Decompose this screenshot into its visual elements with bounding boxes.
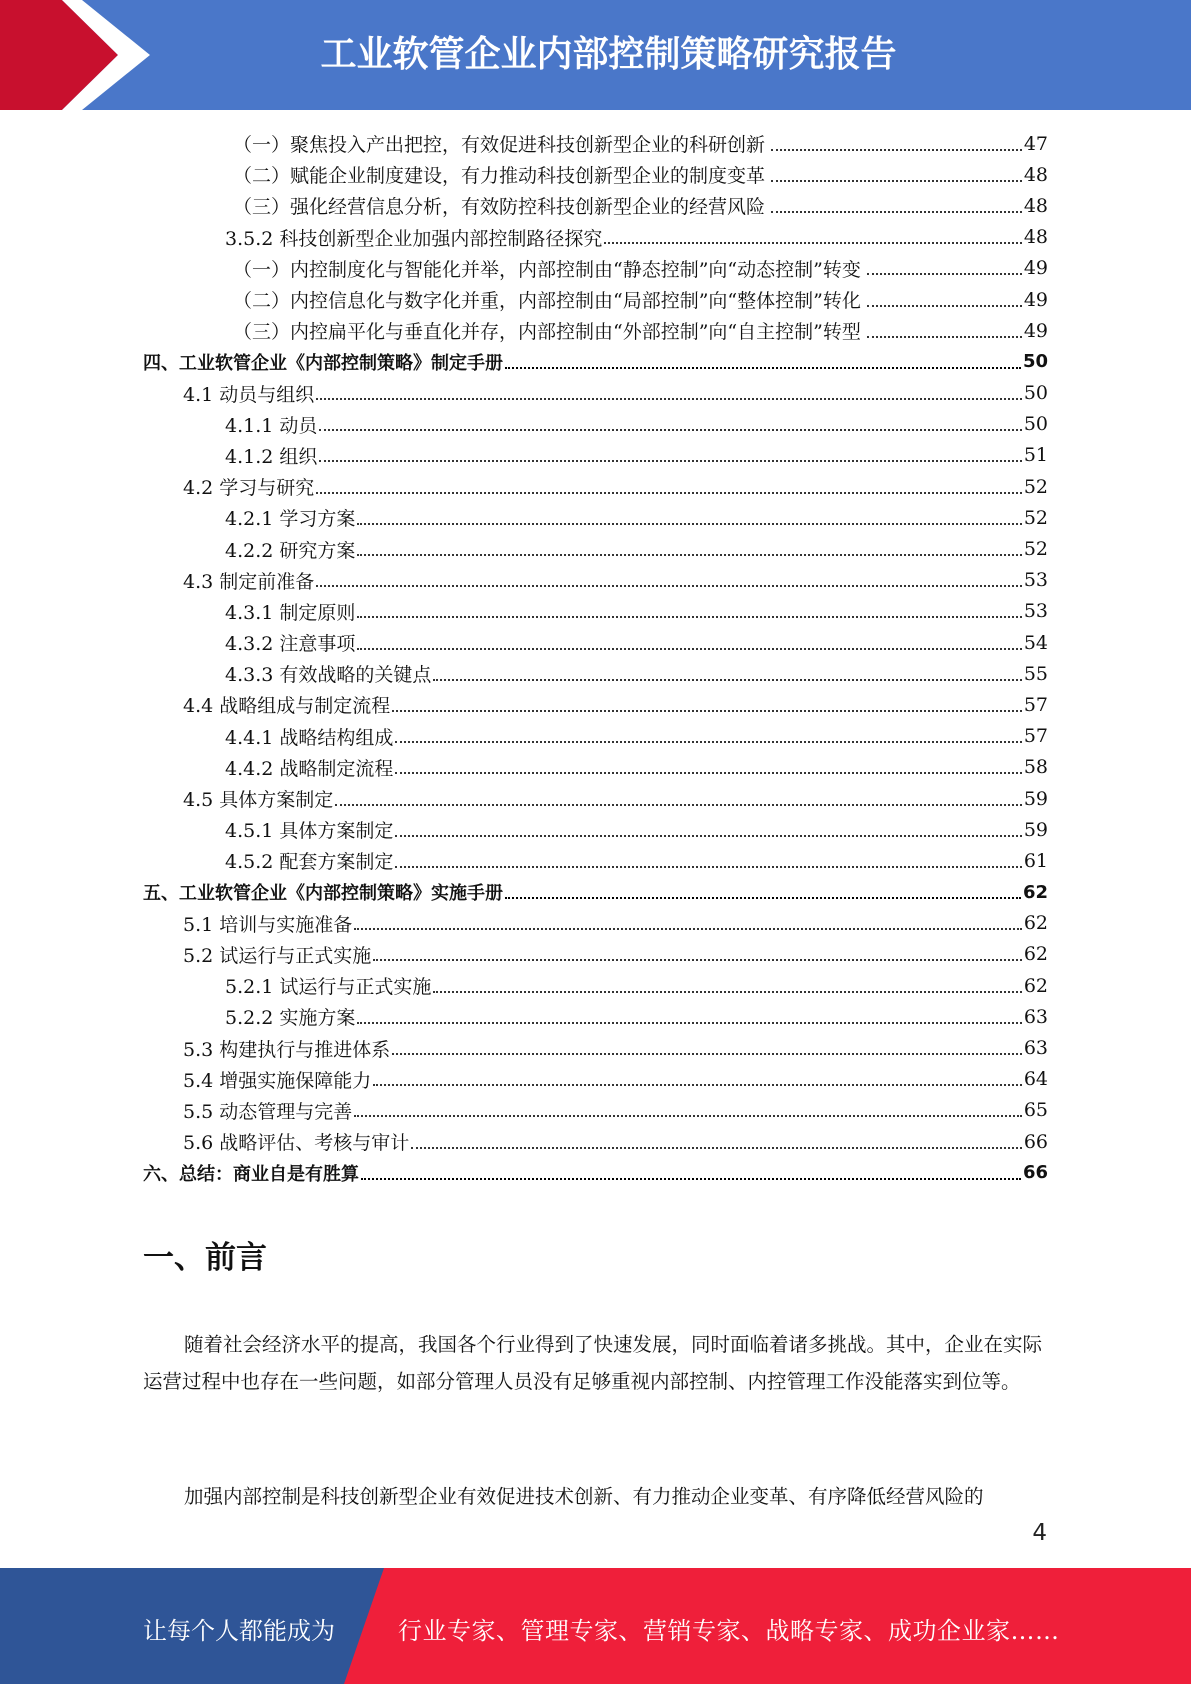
toc-entry-title: 4.4.1 战略结构组成 <box>225 726 394 749</box>
toc-dot-leader <box>411 1147 1022 1149</box>
toc-entry-title: 5.1 培训与实施准备 <box>183 913 353 936</box>
toc-entry[interactable] <box>143 128 1048 159</box>
page-footer <box>0 1568 1191 1684</box>
toc-entry-title: （一）内控制度化与智能化并举，内部控制由“静态控制”向“动态控制”转变 <box>233 258 861 281</box>
toc-entry[interactable] <box>143 783 1048 814</box>
toc-dot-leader <box>395 772 1021 774</box>
toc-entry[interactable] <box>143 253 1048 284</box>
toc-entry[interactable] <box>143 1064 1048 1095</box>
toc-dot-leader <box>867 305 1022 307</box>
toc-entry-page: 63 <box>1023 1037 1048 1060</box>
toc-entry[interactable] <box>143 752 1048 783</box>
toc-entry-title: 4.1 动员与组织 <box>183 383 315 406</box>
toc-entry-title: 4.2.1 学习方案 <box>225 508 356 531</box>
toc-entry-title: （二）内控信息化与数字化并重，内部控制由“局部控制”向“整体控制”转化 <box>233 290 861 313</box>
toc-dot-leader <box>392 710 1022 712</box>
toc-entry-page: 65 <box>1023 1099 1048 1122</box>
toc-dot-leader <box>505 367 1021 369</box>
toc-entry[interactable] <box>143 284 1048 315</box>
toc-dot-leader <box>335 804 1022 806</box>
toc-dot-leader <box>316 492 1022 494</box>
toc-entry-title: 五、工业软管企业《内部控制策略》实施手册 <box>143 883 503 905</box>
toc-entry[interactable] <box>143 596 1048 627</box>
toc-dot-leader <box>433 991 1021 993</box>
toc-dot-leader <box>771 211 1022 213</box>
toc-entry-page: 62 <box>1023 912 1048 935</box>
toc-entry-page: 58 <box>1023 756 1048 779</box>
toc-entry-title: 5.3 构建执行与推进体系 <box>183 1038 391 1061</box>
toc-entry[interactable] <box>143 877 1048 908</box>
toc-entry[interactable] <box>143 378 1048 409</box>
toc-entry-page: 57 <box>1023 725 1048 748</box>
toc-entry-title: 4.3.1 制定原则 <box>225 601 356 624</box>
toc-entry-page: 59 <box>1023 818 1048 841</box>
toc-entry-title: 4.5.2 配套方案制定 <box>225 851 394 874</box>
toc-entry-page: 49 <box>1023 257 1048 280</box>
toc-entry-title: 四、工业软管企业《内部控制策略》制定手册 <box>143 352 503 374</box>
toc-entry-title: 5.5 动态管理与完善 <box>183 1100 353 1123</box>
toc-entry[interactable] <box>143 939 1048 970</box>
toc-entry[interactable] <box>143 565 1048 596</box>
toc-entry[interactable] <box>143 970 1048 1001</box>
toc-entry[interactable] <box>143 908 1048 939</box>
toc-entry[interactable] <box>143 533 1048 564</box>
toc-entry-page: 50 <box>1023 382 1048 405</box>
page-number: 4 <box>1032 1520 1047 1546</box>
toc-entry-title: 4.4.2 战略制定流程 <box>225 757 394 780</box>
toc-dot-leader <box>357 616 1021 618</box>
toc-entry[interactable] <box>143 471 1048 502</box>
toc-dot-leader <box>316 398 1022 400</box>
toc-entry-title: 4.4 战略组成与制定流程 <box>183 695 391 718</box>
toc-entry-title: 5.2 试运行与正式实施 <box>183 944 372 967</box>
toc-dot-leader <box>357 648 1021 650</box>
toc-dot-leader <box>867 273 1022 275</box>
toc-entry[interactable] <box>143 1126 1048 1157</box>
toc-entry-page: 49 <box>1023 288 1048 311</box>
toc-entry-page: 50 <box>1022 351 1048 373</box>
toc-entry-page: 54 <box>1023 631 1048 654</box>
table-of-contents <box>143 128 1048 1188</box>
toc-dot-leader <box>604 242 1021 244</box>
toc-entry-page: 62 <box>1023 974 1048 997</box>
toc-entry-title: （三）内控扁平化与垂直化并存，内部控制由“外部控制”向“自主控制”转型 <box>233 321 861 344</box>
toc-entry[interactable] <box>143 346 1048 377</box>
toc-entry[interactable] <box>143 658 1048 689</box>
toc-entry-page: 50 <box>1023 413 1048 436</box>
toc-entry-page: 52 <box>1023 475 1048 498</box>
toc-entry-title: 4.3 制定前准备 <box>183 570 315 593</box>
toc-dot-leader <box>392 1053 1022 1055</box>
toc-entry-page: 66 <box>1023 1130 1048 1153</box>
toc-entry-page: 63 <box>1023 1005 1048 1028</box>
toc-entry[interactable] <box>143 190 1048 221</box>
toc-dot-leader <box>357 523 1021 525</box>
toc-dot-leader <box>357 554 1021 556</box>
toc-entry-title: 4.1.2 组织 <box>225 445 318 468</box>
toc-dot-leader <box>373 959 1022 961</box>
toc-dot-leader <box>395 741 1021 743</box>
toc-entry-page: 52 <box>1023 538 1048 561</box>
toc-entry-title: 4.2 学习与研究 <box>183 477 315 500</box>
toc-entry-page: 59 <box>1023 787 1048 810</box>
toc-entry[interactable] <box>143 222 1048 253</box>
footer-slogan-right: 行业专家、管理专家、营销专家、战略专家、成功企业家…… <box>398 1617 1060 1645</box>
toc-entry-title: 4.5 具体方案制定 <box>183 789 334 812</box>
toc-entry[interactable] <box>143 409 1048 440</box>
toc-entry[interactable] <box>143 1032 1048 1063</box>
document-title: 工业软管企业内部控制策略研究报告 <box>320 34 897 75</box>
toc-dot-leader <box>361 1178 1021 1180</box>
toc-entry-title: （一）聚焦投入产出把控，有效促进科技创新型企业的科研创新 <box>233 134 766 157</box>
toc-entry-title: 5.2.1 试运行与正式实施 <box>225 976 432 999</box>
body-paragraph: 加强内部控制是科技创新型企业有效促进技术创新、有力推动企业变革、有序降低经营风险的 <box>184 1485 984 1508</box>
toc-entry-title: 5.6 战略评估、考核与审计 <box>183 1132 410 1155</box>
toc-entry-page: 61 <box>1023 849 1048 872</box>
toc-entry-page: 51 <box>1023 444 1048 467</box>
toc-entry[interactable] <box>143 1001 1048 1032</box>
toc-entry[interactable] <box>143 1095 1048 1126</box>
toc-entry-page: 62 <box>1023 943 1048 966</box>
toc-entry-title: 4.5.1 具体方案制定 <box>225 820 394 843</box>
toc-entry[interactable] <box>143 502 1048 533</box>
toc-entry[interactable] <box>143 315 1048 346</box>
toc-entry-page: 55 <box>1023 662 1048 685</box>
toc-dot-leader <box>395 866 1021 868</box>
toc-entry[interactable] <box>143 689 1048 720</box>
toc-entry-page: 48 <box>1023 194 1048 217</box>
section-title: 一、前言 <box>143 1240 267 1276</box>
toc-entry-page: 64 <box>1023 1068 1048 1091</box>
toc-dot-leader <box>354 928 1022 930</box>
toc-entry-page: 53 <box>1023 569 1048 592</box>
toc-entry-page: 52 <box>1023 506 1048 529</box>
toc-entry[interactable] <box>143 1157 1048 1188</box>
toc-entry-title: 5.2.2 实施方案 <box>225 1007 356 1030</box>
toc-dot-leader <box>357 1022 1021 1024</box>
toc-dot-leader <box>433 679 1021 681</box>
toc-entry[interactable] <box>143 814 1048 845</box>
toc-entry-title: 3.5.2 科技创新型企业加强内部控制路径探究 <box>225 227 603 250</box>
toc-entry-title: 4.1.1 动员 <box>225 414 318 437</box>
toc-entry-page: 47 <box>1023 132 1048 155</box>
toc-entry-title: 六、总结：商业自是有胜算 <box>143 1163 359 1185</box>
toc-dot-leader <box>319 429 1021 431</box>
toc-entry-page: 57 <box>1023 693 1048 716</box>
body-paragraph: 随着社会经济水平的提高，我国各个行业得到了快速发展，同时面临着诸多挑战。其中，企业在实际运营过程中也存在一些问题，如部分管理人员没有足够重视内部控制、内控管理工作没能落实到位等。 <box>143 1333 1043 1393</box>
toc-entry[interactable] <box>143 845 1048 876</box>
toc-entry-title: 4.2.2 研究方案 <box>225 539 356 562</box>
toc-entry[interactable] <box>143 721 1048 752</box>
toc-dot-leader <box>867 336 1022 338</box>
toc-entry[interactable] <box>143 440 1048 471</box>
toc-entry-page: 62 <box>1022 881 1048 903</box>
toc-entry-page: 49 <box>1023 319 1048 342</box>
toc-dot-leader <box>771 149 1022 151</box>
toc-dot-leader <box>395 835 1021 837</box>
toc-entry-page: 53 <box>1023 600 1048 623</box>
toc-entry-title: 4.3.3 有效战略的关键点 <box>225 664 432 687</box>
toc-entry-page: 48 <box>1023 163 1048 186</box>
toc-entry-title: （三）强化经营信息分析，有效防控科技创新型企业的经营风险 <box>233 196 766 219</box>
toc-entry-page: 66 <box>1022 1162 1048 1184</box>
toc-entry-title: 5.4 增强实施保障能力 <box>183 1069 372 1092</box>
toc-entry-page: 48 <box>1023 226 1048 249</box>
toc-entry-title: 4.3.2 注意事项 <box>225 633 356 656</box>
page-header <box>0 0 1191 110</box>
toc-dot-leader <box>319 460 1021 462</box>
toc-dot-leader <box>505 897 1021 899</box>
toc-dot-leader <box>373 1084 1022 1086</box>
toc-entry-title: （二）赋能企业制度建设，有力推动科技创新型企业的制度变革 <box>233 165 766 188</box>
toc-dot-leader <box>316 585 1022 587</box>
footer-slogan-left: 让每个人都能成为 <box>143 1617 335 1645</box>
toc-dot-leader <box>771 180 1022 182</box>
toc-entry[interactable] <box>143 627 1048 658</box>
toc-entry[interactable] <box>143 159 1048 190</box>
toc-dot-leader <box>354 1115 1022 1117</box>
